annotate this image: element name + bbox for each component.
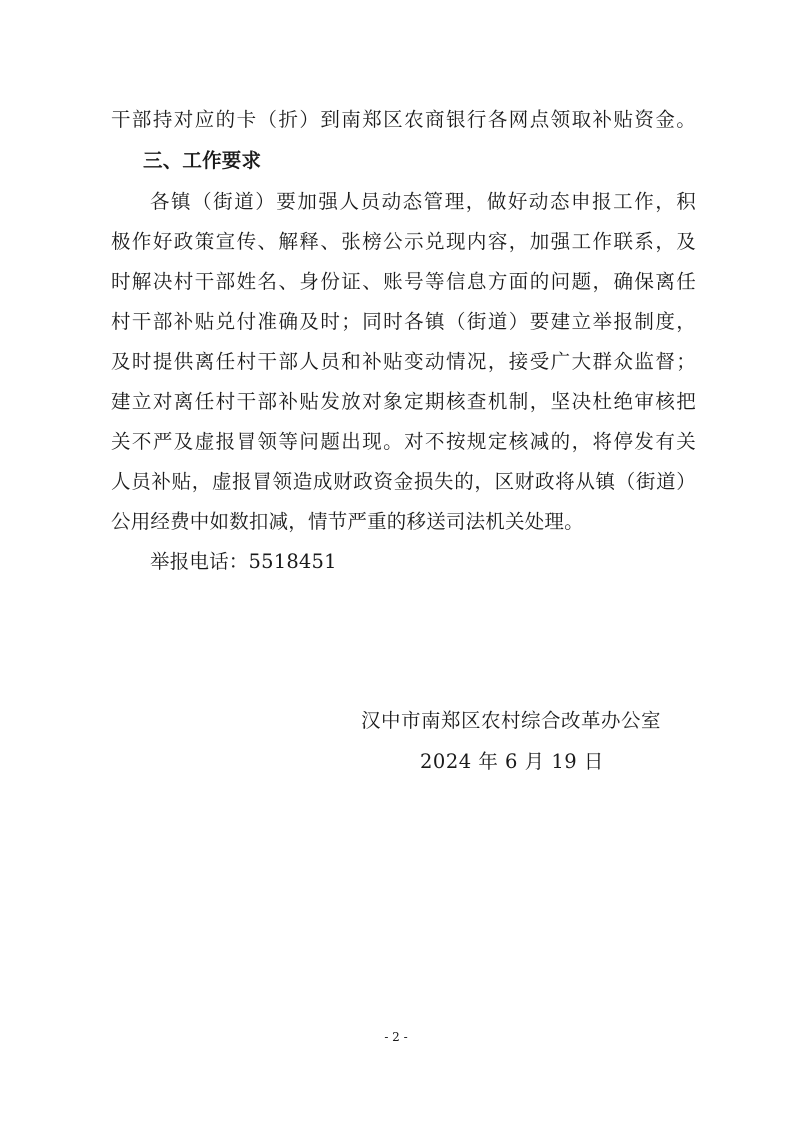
paragraph-line: 关不严及虚报冒领等问题出现。对不按规定核减的，将停发有关 (111, 430, 696, 453)
paragraph-line: 极作好政策宣传、解释、张榜公示兑现内容，加强工作联系，及 (111, 230, 696, 253)
issuing-organization: 汉中市南郑区农村综合改革办公室 (361, 709, 662, 732)
page-number: - 2 - (384, 1030, 408, 1044)
paragraph-line: 各镇（街道）要加强人员动态管理，做好动态申报工作，积 (150, 190, 696, 213)
hotline: 举报电话：5518451 (150, 550, 337, 573)
paragraph-line: 人员补贴，虚报冒领造成财政资金损失的，区财政将从镇（街道） (111, 470, 696, 493)
paragraph-line: 时解决村干部姓名、身份证、账号等信息方面的问题，确保离任 (111, 270, 696, 293)
paragraph-line: 公用经费中如数扣减，情节严重的移送司法机关处理。 (111, 510, 584, 533)
paragraph-line: 建立对离任村干部补贴发放对象定期核查机制，坚决杜绝审核把 (111, 390, 696, 413)
continuation-line: 干部持对应的卡（折）到南郑区农商银行各网点领取补贴资金。 (111, 108, 696, 131)
paragraph-line: 村干部补贴兑付准确及时；同时各镇（街道）要建立举报制度， (111, 310, 696, 333)
section-heading: 三、工作要求 (143, 149, 262, 172)
paragraph-line: 及时提供离任村干部人员和补贴变动情况，接受广大群众监督； (111, 350, 696, 373)
issue-date: 2024 年 6 月 19 日 (420, 750, 604, 773)
